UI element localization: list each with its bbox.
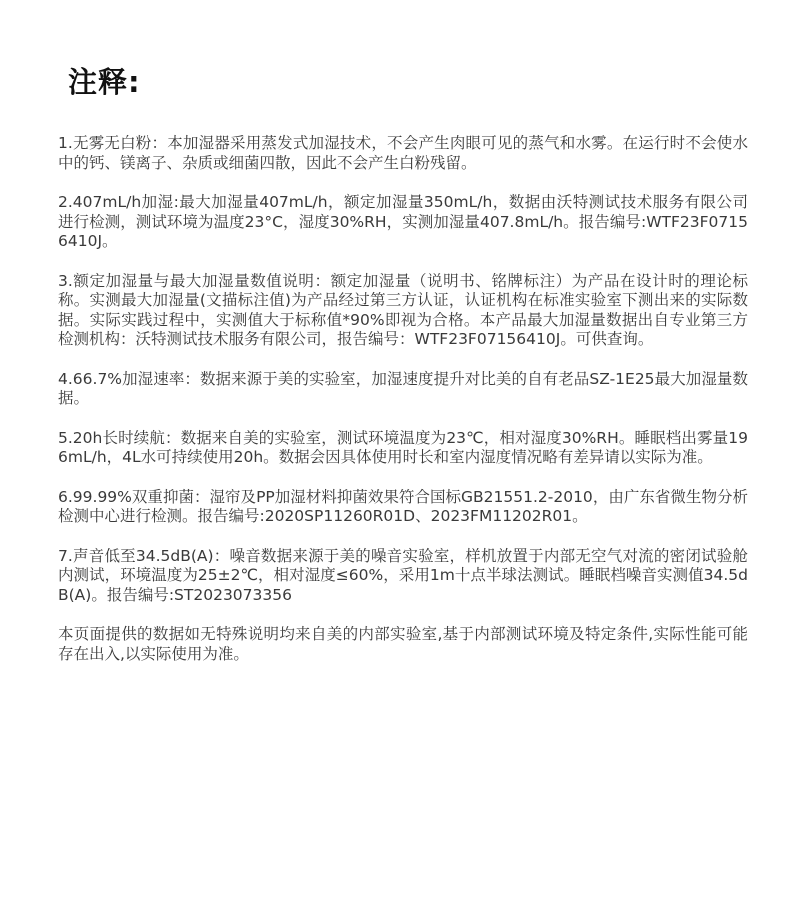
note-humidification-speed: 4.66.7%加湿速率：数据来源于美的实验室，加湿速度提升对比美的自有老品SZ-1E25最大加湿量数据。: [58, 369, 748, 407]
note-antibacterial: 6.99.99%双重抑菌：湿帘及PP加湿材料抑菌效果符合国标GB21551.2-2010，由广东省微生物分析检测中心进行检测。报告编号:2020SP11260R01D、2023FM11202R01。: [58, 487, 748, 525]
note-battery-life: 5.20h长时续航：数据来自美的实验室，测试环境温度为23℃，相对湿度30%RH。睡眠档出雾量196mL/h，4L水可持续使用20h。数据会因具体使用时长和室内湿度情况略有差异请以实际为准。: [58, 428, 748, 466]
note-noise-level: 7.声音低至34.5dB(A)：噪音数据来源于美的噪音实验室，样机放置于内部无空气对流的密闭试验舱内测试，环境温度为25±2℃，相对湿度≤60%，采用1m十点半球法测试。睡眠档噪音实测值34.5dB(A)。报告编号:ST2023073356: [58, 546, 748, 604]
page-title: 注释:: [68, 65, 141, 99]
note-rated-vs-max: 3.额定加湿量与最大加湿量数值说明：额定加湿量（说明书、铭牌标注）为产品在设计时的理论标称。实测最大加湿量(文描标注值)为产品经过第三方认证，认证机构在标准实验室下测出来的实际数据。实际实践过程中，实测值大于标称值*90%即视为合格。本产品最大加湿量数据出自专业第三方检测机构：沃特测试技术服务有限公司，报告编号：WTF23F07156410J。可供查询。: [58, 271, 748, 348]
note-humidification-rate: 2.407mL/h加湿:最大加湿量407mL/h，额定加湿量350mL/h，数据由沃特测试技术服务有限公司进行检测，测试环境为温度23°C，湿度30%RH，实测加湿量407.8mL/h。报告编号:WTF23F07156410J。: [58, 193, 748, 250]
note-disclaimer: 本页面提供的数据如无特殊说明均来自美的内部实验室,基于内部测试环境及特定条件,实际性能可能存在出入,以实际使用为准。: [58, 625, 748, 663]
note-no-white-powder: 1.无雾无白粉：本加湿器采用蒸发式加湿技术，不会产生肉眼可见的蒸气和水雾。在运行时不会使水中的钙、镁离子、杂质或细菌四散，因此不会产生白粉残留。: [58, 134, 748, 172]
